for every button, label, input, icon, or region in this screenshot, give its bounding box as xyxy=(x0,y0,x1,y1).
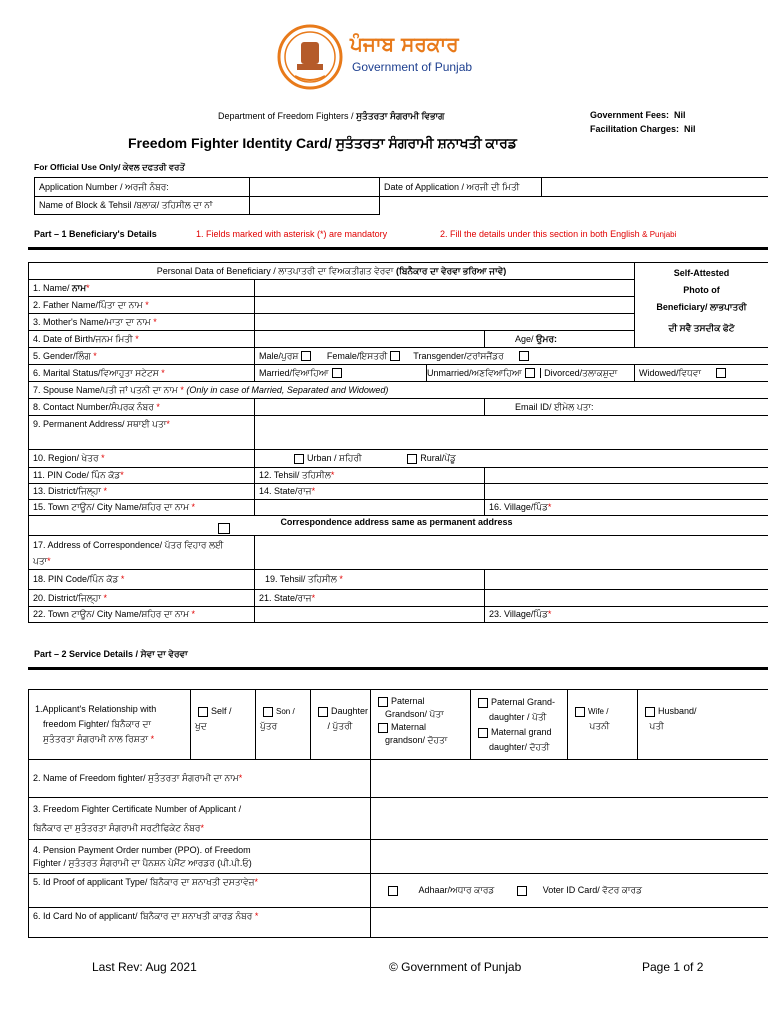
tehsil-field[interactable] xyxy=(485,468,768,484)
husband-label-pa: ਪਤੀ xyxy=(649,721,664,731)
official-use-table xyxy=(34,177,768,215)
gender-male-label: Male/ਪੁਰਸ਼ xyxy=(259,350,299,361)
asterisk: * xyxy=(86,282,90,293)
ff-name-label xyxy=(29,760,371,798)
urban-checkbox[interactable] xyxy=(294,454,304,464)
corr-town-label xyxy=(29,607,255,623)
name-label-pa: ਨਾਮ xyxy=(72,282,87,293)
state-text: 14. State/ਰਾਜ xyxy=(259,486,312,496)
asterisk: * xyxy=(547,502,552,512)
permanent-address-field[interactable] xyxy=(255,416,768,450)
husband-label: Husband/ xyxy=(658,706,697,716)
cert-number-label xyxy=(29,798,371,840)
asterisk: * xyxy=(330,470,335,480)
form-title: Freedom Fighter Identity Card/ ਸੁਤੰਤਰਤਾ ਸੰਗਰਾਮੀ ਸ਼ਨਾਖਤੀ ਕਾਰਡ xyxy=(128,135,517,151)
part1-note-mandatory: 1. Fields marked with asterisk (*) are mandatory xyxy=(196,229,388,239)
fees-value: Nil xyxy=(674,110,686,120)
asterisk: * xyxy=(191,502,196,512)
id-proof-label xyxy=(29,874,371,908)
ff-name-text: 2. Name of Freedom fighter/ ਸੁਤੰਤਰਤਾ ਸੰਗਰਾਮੀ ਦਾ ਨਾਮ xyxy=(33,773,239,783)
village-label xyxy=(485,500,768,516)
gender-male-checkbox[interactable] xyxy=(301,351,311,361)
maternal-grandson xyxy=(375,721,466,734)
permanent-address-text: 9. Permanent Address/ ਸਥਾਈ ਪਤਾ xyxy=(33,419,167,429)
marital-unmarried-divorced xyxy=(427,365,635,382)
beneficiary-details-table xyxy=(28,262,768,623)
cert-line-2-text: ਬਿਨੈਕਾਰ ਦਾ ਸੁਤੰਤਰਤਾ ਸੰਗਰਾਮੀ ਸਰਟੀਫਿਕੇਟ ਨੰਬਰ xyxy=(33,822,201,833)
unmarried-label: Unmarried/ਅਣਵਿਆਹਿਆ xyxy=(427,367,522,378)
email-label: Email ID/ ਈਮੇਲ ਪਤਾ: xyxy=(515,401,594,412)
relation-self xyxy=(191,690,256,760)
daughter-checkbox[interactable] xyxy=(318,707,328,717)
ppo-line-2: Fighter / ਸੁਤੰਤਰਤ ਸੰਗਰਾਮੀ ਦਾ ਪੈਨਸ਼ਨ ਪੇਮੈਂਟ ਆਰਡਰ (ਪੀ.ਪੀ.ਓ) xyxy=(33,857,252,868)
id-card-label xyxy=(29,908,371,938)
town-field[interactable] xyxy=(255,500,485,516)
gender-transgender-label: Transgender/ਟਰਾਂਸਜੈਂਡਰ xyxy=(413,350,504,361)
photo-line-3: Beneficiary/ ਲਾਭਪਾਤਰੀ xyxy=(656,302,747,312)
department-line xyxy=(218,111,444,122)
marital-married xyxy=(255,365,427,382)
personal-data-heading xyxy=(29,263,635,280)
corr-village-label xyxy=(485,607,768,623)
part2-heading-text: Part – 2 Service Details / xyxy=(34,649,141,659)
section-divider xyxy=(28,247,768,250)
wife-label-pa: ਪਤਨੀ xyxy=(589,721,610,731)
asterisk: * xyxy=(153,316,157,327)
photo-box[interactable] xyxy=(635,263,768,348)
paternal-granddaughter-checkbox[interactable] xyxy=(478,698,488,708)
id-card-field[interactable] xyxy=(371,908,768,938)
adhaar-checkbox[interactable] xyxy=(388,886,398,896)
cert-line-2 xyxy=(33,819,366,838)
maternal-granddaughter-label-2: daughter/ ਦੋਹਤੀ xyxy=(489,742,550,752)
contact-text: 8. Contact Number/ਸੰਪਰਕ ਨੰਬਰ xyxy=(33,401,154,412)
dob-label xyxy=(29,331,255,348)
voter-label: Voter ID Card/ ਵੋਟਰ ਕਾਰਡ xyxy=(542,885,642,895)
email-field[interactable] xyxy=(485,399,768,416)
asterisk: * xyxy=(254,911,259,921)
correspondence-same-checkbox[interactable] xyxy=(218,523,230,534)
relation-son xyxy=(256,690,311,760)
maternal-grandson-checkbox[interactable] xyxy=(378,723,388,733)
widowed-checkbox[interactable] xyxy=(716,368,726,378)
corr-district-label xyxy=(29,590,255,607)
relation-daughter xyxy=(311,690,371,760)
region-label xyxy=(29,450,255,468)
application-number-field[interactable] xyxy=(250,178,380,197)
asterisk: * xyxy=(200,822,205,833)
son-label: Son / xyxy=(276,707,295,716)
corr-address-label xyxy=(29,536,255,570)
daughter-label: Daughter xyxy=(331,706,369,716)
rural-label: Rural/ਪੇਂਡੂ xyxy=(420,453,456,463)
paternal-grandson-checkbox[interactable] xyxy=(378,697,388,707)
married-checkbox[interactable] xyxy=(332,368,342,378)
corr-address-text-2: ਪਤਾ xyxy=(33,555,48,566)
corr-address-field[interactable] xyxy=(255,536,768,570)
asterisk: * xyxy=(150,734,155,744)
corr-district-text: 20. District/ਜਿਲ੍ਹਾ xyxy=(33,592,101,603)
gender-options xyxy=(255,348,768,365)
adhaar-label: Adhaar/ਅਧਾਰ ਕਾਰਡ xyxy=(418,885,495,895)
asterisk: * xyxy=(339,574,343,584)
widowed-label: Widowed/ਵਿਧਵਾ xyxy=(639,367,701,378)
part1-heading: Part – 1 Beneficiary's Details xyxy=(34,229,157,239)
marital-widowed xyxy=(635,365,768,382)
asterisk: * xyxy=(103,592,107,603)
district-label xyxy=(29,484,255,500)
voter-checkbox[interactable] xyxy=(517,886,527,896)
corr-village-text: 23. Village/ਪਿੰਡ xyxy=(489,609,548,619)
rural-checkbox[interactable] xyxy=(407,454,417,464)
mother-name-field[interactable] xyxy=(255,314,635,331)
mother-name-text: 3. Mother's Name/ਮਾਤਾ ਦਾ ਨਾਮ xyxy=(33,316,151,327)
husband-checkbox[interactable] xyxy=(645,707,655,717)
name-label xyxy=(29,280,255,297)
name-field[interactable] xyxy=(255,280,635,297)
asterisk: * xyxy=(93,350,97,361)
government-fees xyxy=(590,110,686,120)
relationship-line-2: freedom Fighter/ ਬਿਨੈਕਾਰ ਦਾ xyxy=(43,719,151,729)
town-label xyxy=(29,500,255,516)
marital-status-text: 6. Marital Status/ਵਿਆਹੁਤਾ ਸਟੇਟਸ xyxy=(33,367,159,378)
divorced-label: Divorced/ਤਲਾਕਸ਼ੁਦਾ xyxy=(540,368,617,378)
department-pa: ਸੁਤੰਤਰਤਾ ਸੰਗਰਾਮੀ ਵਿਭਾਗ xyxy=(356,111,445,121)
married-label: Married/ਵਿਆਹਿਆ xyxy=(259,367,329,378)
asterisk: * xyxy=(101,453,105,463)
facilitation-charges xyxy=(590,124,696,134)
daughter-label-pa: / ਪੁੱਤਰੀ xyxy=(327,721,353,731)
gender-female-checkbox[interactable] xyxy=(390,351,400,361)
village-text: 16. Village/ਪਿੰਡ xyxy=(489,502,548,512)
id-card-text: 6. Id Card No of applicant/ ਬਿਨੈਕਾਰ ਦਾ ਸ਼ਨਾਖਤੀ ਕਾਰਡ ਨੰਬਰ xyxy=(33,911,253,921)
id-proof-options xyxy=(371,874,768,908)
father-name-label xyxy=(29,297,255,314)
spouse-name-row[interactable] xyxy=(29,382,768,399)
age-text: Age/ xyxy=(515,333,537,344)
corr-tehsil-label xyxy=(255,570,485,590)
part1-note-languages xyxy=(440,229,676,239)
relationship-line-3-text: ਸੁਤੰਤਰਤਾ ਸੰਗਰਾਮੀ ਨਾਲ ਰਿਸ਼ਤਾ xyxy=(43,734,149,744)
empty-cell xyxy=(380,197,542,215)
facilitation-value: Nil xyxy=(684,124,696,134)
corr-town-field[interactable] xyxy=(255,607,485,623)
part2-heading xyxy=(34,649,188,660)
contact-field[interactable] xyxy=(255,399,485,416)
part2-heading-pa: ਸੇਵਾ ਦਾ ਵੇਰਵਾ xyxy=(140,649,188,659)
relationship-line-3 xyxy=(35,732,186,747)
corr-address-text: 17. Address of Correspondence/ ਪੱਤਰ ਵਿਹਾਰ ਲਈ xyxy=(33,539,224,550)
gender-transgender-checkbox[interactable] xyxy=(519,351,529,361)
asterisk: * xyxy=(311,592,316,603)
asterisk: * xyxy=(238,773,243,783)
asterisk: * xyxy=(156,401,160,412)
cert-number-field[interactable] xyxy=(371,798,768,840)
region-options xyxy=(255,450,768,468)
block-tehsil-field[interactable] xyxy=(250,197,380,215)
logo-punjabi-text: ਪੰਜਾਬ ਸਰਕਾਰ xyxy=(350,32,459,56)
dob-text: 4. Date of Birth/ਜਨਮ ਮਿਤੀ xyxy=(33,333,133,344)
asterisk: * xyxy=(161,367,165,378)
wife-checkbox[interactable] xyxy=(575,707,585,717)
relationship-label xyxy=(29,690,191,760)
maternal-grandson-label: Maternal xyxy=(391,722,427,732)
application-number-label: Application Number / ਅਰਜੀ ਨੰਬਰ: xyxy=(35,178,250,197)
asterisk: * xyxy=(547,609,552,619)
facilitation-label: Facilitation Charges: xyxy=(590,124,680,134)
ff-name-field[interactable] xyxy=(371,760,768,798)
wife-label: Wife / xyxy=(588,707,609,716)
pin-label xyxy=(29,468,255,484)
maternal-granddaughter-checkbox[interactable] xyxy=(478,728,488,738)
self-label-pa: ਖੁਦ xyxy=(195,721,207,731)
paternal-grandson-label-2: Grandson/ ਪੋਤਾ xyxy=(385,709,444,719)
gender-label xyxy=(29,348,255,365)
service-details-table xyxy=(28,689,768,938)
pin-text: 11. PIN Code/ ਪਿੰਨ ਕੋਡ xyxy=(33,470,121,480)
maternal-grandson-label-2: grandson/ ਦੋਹਤਾ xyxy=(385,735,448,745)
maternal-granddaughter-label: Maternal grand xyxy=(491,727,552,737)
corr-tehsil-field[interactable] xyxy=(485,570,768,590)
asterisk: * xyxy=(103,486,107,496)
self-checkbox[interactable] xyxy=(198,707,208,717)
fees-label: Government Fees: xyxy=(590,110,670,120)
marital-status-label xyxy=(29,365,255,382)
date-of-application-label: Date of Application / ਅਰਜੀ ਦੀ ਮਿਤੀ xyxy=(380,178,542,197)
block-tehsil-label: Name of Block & Tehsil /ਬਲਾਕ/ ਤਹਿਸੀਲ ਦਾ ਨਾਂ xyxy=(35,197,250,215)
correspondence-same-label: Correspondence address same as permanent address xyxy=(280,517,513,527)
gender-female-label: Female/ਇਸਤਰੀ xyxy=(326,350,388,361)
district-text: 13. District/ਜਿਲ੍ਹਾ xyxy=(33,486,101,496)
dob-field[interactable] xyxy=(255,331,485,348)
son-checkbox[interactable] xyxy=(263,707,273,717)
asterisk: * xyxy=(120,470,124,480)
corr-pin-label xyxy=(29,570,255,590)
relation-husband xyxy=(638,690,768,760)
relation-wife xyxy=(568,690,638,760)
ppo-label xyxy=(29,840,371,874)
town-text: 15. Town ਟਾਊਨ/ City Name/ਸ਼ਹਿਰ ਦਾ ਨਾਮ xyxy=(33,502,189,512)
asterisk: * xyxy=(254,877,259,887)
urban-label: Urban / ਸ਼ਹਿਰੀ xyxy=(307,453,362,463)
ppo-line-1: 4. Pension Payment Order number (PPO). of Freedom xyxy=(33,844,251,855)
corr-state-text: 21. State/ਰਾਜ xyxy=(259,592,312,603)
personal-data-heading-text: Personal Data of Beneficiary / ਲਾਤਪਾਤਰੀ ਦਾ ਵਿਅਕਤੀਗਤ ਵੇਰਵਾ xyxy=(156,265,394,276)
empty-cell xyxy=(542,197,768,215)
paternal-grandson-label: Paternal xyxy=(391,696,425,706)
state-label xyxy=(255,484,485,500)
punjab-emblem-logo xyxy=(277,24,343,92)
contact-label xyxy=(29,399,255,416)
region-text: 10. Region/ ਖੇਤਰ xyxy=(33,453,99,463)
tehsil-text: 12. Tehsil/ ਤਹਿਸੀਲ xyxy=(259,470,331,480)
tehsil-label xyxy=(255,468,485,484)
corr-pin-text: 18. PIN Code/ਪਿੰਨ ਕੋਡ xyxy=(33,574,119,584)
mother-name-label xyxy=(29,314,255,331)
asterisk: * xyxy=(47,555,51,566)
section-divider xyxy=(28,667,768,670)
state-field[interactable] xyxy=(485,484,768,500)
logo-english-text: Government of Punjab xyxy=(352,60,473,74)
asterisk: * xyxy=(166,419,170,429)
date-of-application-field[interactable] xyxy=(542,178,768,197)
corr-tehsil-text: 19. Tehsil/ ਤਹਿਸੀਲ xyxy=(265,574,337,584)
age-text-pa: ਉਮਰ: xyxy=(536,333,558,344)
footer-page-number: Page 1 of 2 xyxy=(642,960,704,974)
father-name-field[interactable] xyxy=(255,297,635,314)
name-label-text: 1. Name/ xyxy=(33,282,73,293)
paternal-granddaughter-label-2: daughter / ਪੋਤੀ xyxy=(489,712,547,722)
department-en: Department of Freedom Fighters / xyxy=(218,111,357,121)
asterisk: * xyxy=(145,299,149,310)
asterisk: * xyxy=(311,486,316,496)
id-proof-text: 5. Id Proof of applicant Type/ ਬਿਨੈਕਾਰ ਦਾ ਸ਼ਨਾਖਤੀ ਦਸਤਾਵੇਜ਼ xyxy=(33,877,255,887)
paternal-grandson xyxy=(375,695,466,708)
official-use-heading: For Official Use Only/ ਕੇਵਲ ਦਫਤਰੀ ਵਰਤੋਂ xyxy=(34,162,185,172)
correspondence-same-row xyxy=(29,516,768,536)
unmarried-checkbox[interactable] xyxy=(525,368,535,378)
footer-copyright: © Government of Punjab xyxy=(389,960,522,974)
personal-data-heading-bold: (ਬਿਨੈਕਾਰ ਦਾ ਵੇਰਵਾ ਭਰਿਆ ਜਾਵੇ) xyxy=(396,265,507,276)
gender-text: 5. Gender/ਲਿੰਗ xyxy=(33,350,91,361)
permanent-address-label xyxy=(29,416,255,450)
asterisk: * xyxy=(120,574,125,584)
relation-granddaughter xyxy=(471,690,568,760)
self-label: Self / xyxy=(211,706,232,716)
photo-line-2: Photo of xyxy=(683,285,720,295)
age-label[interactable] xyxy=(485,331,635,348)
maternal-granddaughter xyxy=(475,725,563,740)
asterisk: * xyxy=(180,384,184,395)
spouse-note: (Only in case of Married, Separated and Widowed) xyxy=(186,384,389,395)
photo-line-1: Self-Attested xyxy=(673,268,730,278)
relation-grandson xyxy=(371,690,471,760)
corr-town-text: 22. Town ਟਾਊਨ/ City Name/ਸ਼ਹਿਰ ਦਾ ਨਾਮ xyxy=(33,609,189,619)
part1-note-languages-main: 2. Fill the details under this section in both English xyxy=(440,229,640,239)
footer-revision: Last Rev: Aug 2021 xyxy=(92,960,197,974)
asterisk: * xyxy=(135,333,139,344)
paternal-granddaughter xyxy=(475,695,563,710)
ppo-field[interactable] xyxy=(371,840,768,874)
asterisk: * xyxy=(191,609,196,619)
cert-line-1: 3. Freedom Fighter Certificate Number of Applicant / xyxy=(33,803,242,814)
relationship-line-1: 1.Applicant's Relationship with xyxy=(35,704,157,714)
father-name-text: 2. Father Name/ਪਿੰਤਾ ਦਾ ਨਾਮ xyxy=(33,299,143,310)
spouse-name-text: 7. Spouse Name/ਪਤੀ ਜਾਂ ਪਤਨੀ ਦਾ ਨਾਮ xyxy=(33,384,178,395)
paternal-granddaughter-label: Paternal Grand- xyxy=(491,697,556,707)
photo-line-4: ਦੀ ਸਵੈ ਤਸਦੀਕ ਫੋਟੋ xyxy=(668,323,735,333)
part1-note-languages-tail: & Punjabi xyxy=(642,230,677,239)
corr-state-label xyxy=(255,590,485,607)
corr-state-field[interactable] xyxy=(485,590,768,607)
son-label-pa: ਪੁੱਤਰ xyxy=(260,721,278,731)
